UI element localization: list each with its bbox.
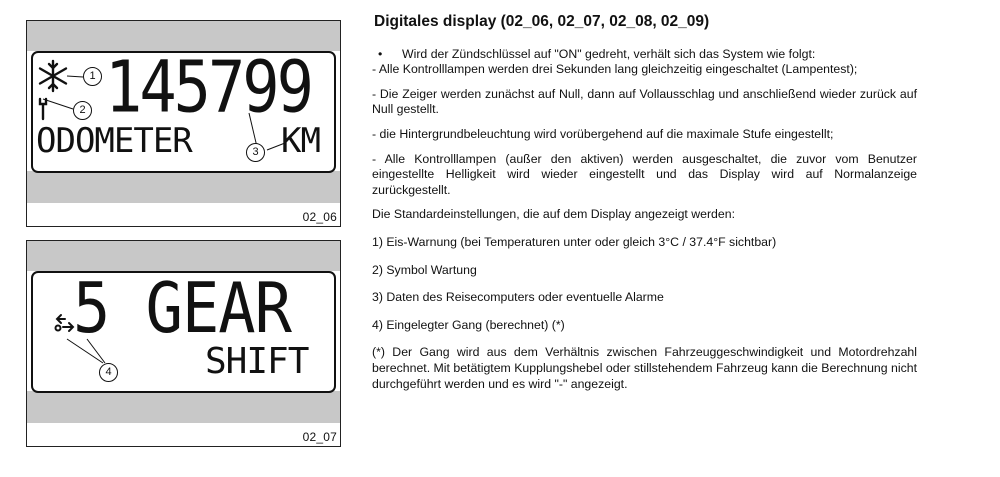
step-4: - Alle Kontrolllampen (außer den aktiven) werden ausgeschaltet, die zuvor vom Benutzer eingestellte Helligkeit wird wieder eingestellt und das Display wird auf Normalanzeige zurückgestellt. <box>372 151 917 197</box>
callout-lines <box>27 241 340 446</box>
list-item: 1) Eis-Warnung (bei Temperaturen unter oder gleich 3°C / 37.4°F sichtbar) <box>372 234 777 249</box>
figure-label: 02_06 <box>302 210 337 224</box>
step-3: - die Hintergrundbeleuchtung wird vorübergehend auf die maximale Stufe eingestellt; <box>372 126 834 141</box>
step-1: - Alle Kontrolllampen werden drei Sekunden lang gleichzeitig eingeschaltet (Lampentest); <box>372 62 858 77</box>
footnote: (*) Der Gang wird aus dem Verhältnis zwischen Fahrzeuggeschwindigkeit und Motordrehzahl berechnet. Mit betätigtem Kupplungshebel oder stillstehendem Fahrzeug kann die Berechnung nicht durchgeführt werden und es wird "-" angezeigt. <box>372 345 917 391</box>
figure-label: 02_07 <box>302 430 337 444</box>
odometer-label: ODOMETER <box>36 121 192 161</box>
page-title: Digitales display (02_06, 02_07, 02_08, 02_09) <box>374 13 710 30</box>
gear-indicator: 5 GEAR <box>73 267 291 349</box>
callout-3: 3 <box>246 143 265 162</box>
list-item: 3) Daten des Reisecomputers oder eventuelle Alarme <box>372 290 664 305</box>
step-2: - Die Zeiger werden zunächst auf Null, dann auf Vollausschlag und anschließend wieder zurück auf Null gestellt. <box>372 86 917 117</box>
callout-4: 4 <box>99 363 118 382</box>
callout-1: 1 <box>83 67 102 86</box>
instructions-column <box>372 14 917 400</box>
figure-odometer <box>26 20 341 227</box>
figure-gear <box>26 240 341 447</box>
callout-2: 2 <box>73 101 92 120</box>
shift-text: SHIFT <box>205 341 309 382</box>
bullet-text: Wird der Zündschlüssel auf "ON" gedreht, verhält sich das System wie folgt: <box>402 46 816 61</box>
bullet-item <box>372 47 917 63</box>
defaults-intro: Die Standardeinstellungen, die auf dem Display angezeigt werden: <box>372 207 735 222</box>
list-item: 2) Symbol Wartung <box>372 262 477 277</box>
list-item: 4) Eingelegter Gang (berechnet) (*) <box>372 317 565 332</box>
odometer-value: 145799 <box>105 45 311 129</box>
bullet-symbol: • <box>378 46 383 61</box>
defaults-list <box>372 207 917 333</box>
callout-lines <box>27 21 340 226</box>
odometer-unit: KM <box>281 121 320 161</box>
